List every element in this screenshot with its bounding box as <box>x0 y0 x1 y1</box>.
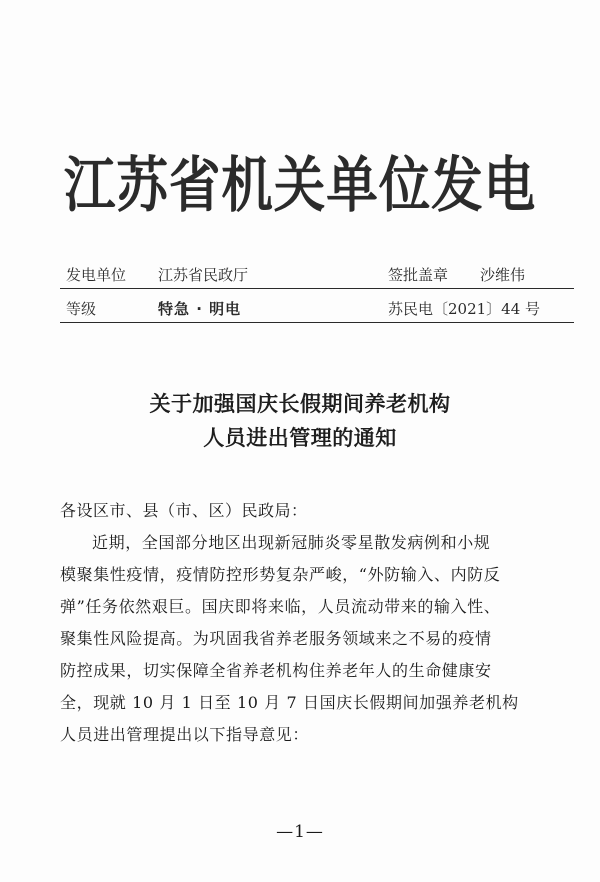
body-line: 人员进出管理提出以下指导意见： <box>60 725 310 744</box>
level-value: 特急 · 明电 <box>158 300 242 318</box>
sender-value: 江苏省民政厅 <box>158 266 249 284</box>
signature-label: 签批盖章 <box>388 266 449 284</box>
body-line: 弹”任务依然艰巨。国庆即将来临，人员流动带来的输入性、 <box>60 597 501 616</box>
page-number: —1— <box>276 822 324 842</box>
notice-title-line-1: 关于加强国庆长假期间养老机构 <box>149 391 451 416</box>
body-line: 模聚集性疫情，疫情防控形势复杂严峻，“外防输入、内防反 <box>60 565 501 584</box>
body-line: 近期，全国部分地区出现新冠肺炎零星散发病例和小规 <box>92 533 491 552</box>
document-number: 苏民电〔2021〕44 号 <box>388 300 541 318</box>
notice-title-line-2: 人员进出管理的通知 <box>203 425 397 450</box>
body-line: 防控成果，切实保障全省养老机构住养老年人的生命健康安 <box>60 661 492 680</box>
signature-value: 沙维伟 <box>480 266 526 284</box>
body-line: 全，现就 10 月 1 日至 10 月 7 日国庆长假期间加强养老机构 <box>60 693 519 712</box>
masthead-title: 江苏省机关单位发电 <box>63 151 537 221</box>
header-row-level <box>60 296 574 323</box>
sender-label: 发电单位 <box>66 266 127 284</box>
header-row-sender <box>60 262 574 289</box>
level-label: 等级 <box>66 300 97 318</box>
salutation: 各设区市、县（市、区）民政局： <box>60 501 308 520</box>
body-line: 聚集性风险提高。为巩固我省养老服务领域来之不易的疫情 <box>60 629 492 648</box>
